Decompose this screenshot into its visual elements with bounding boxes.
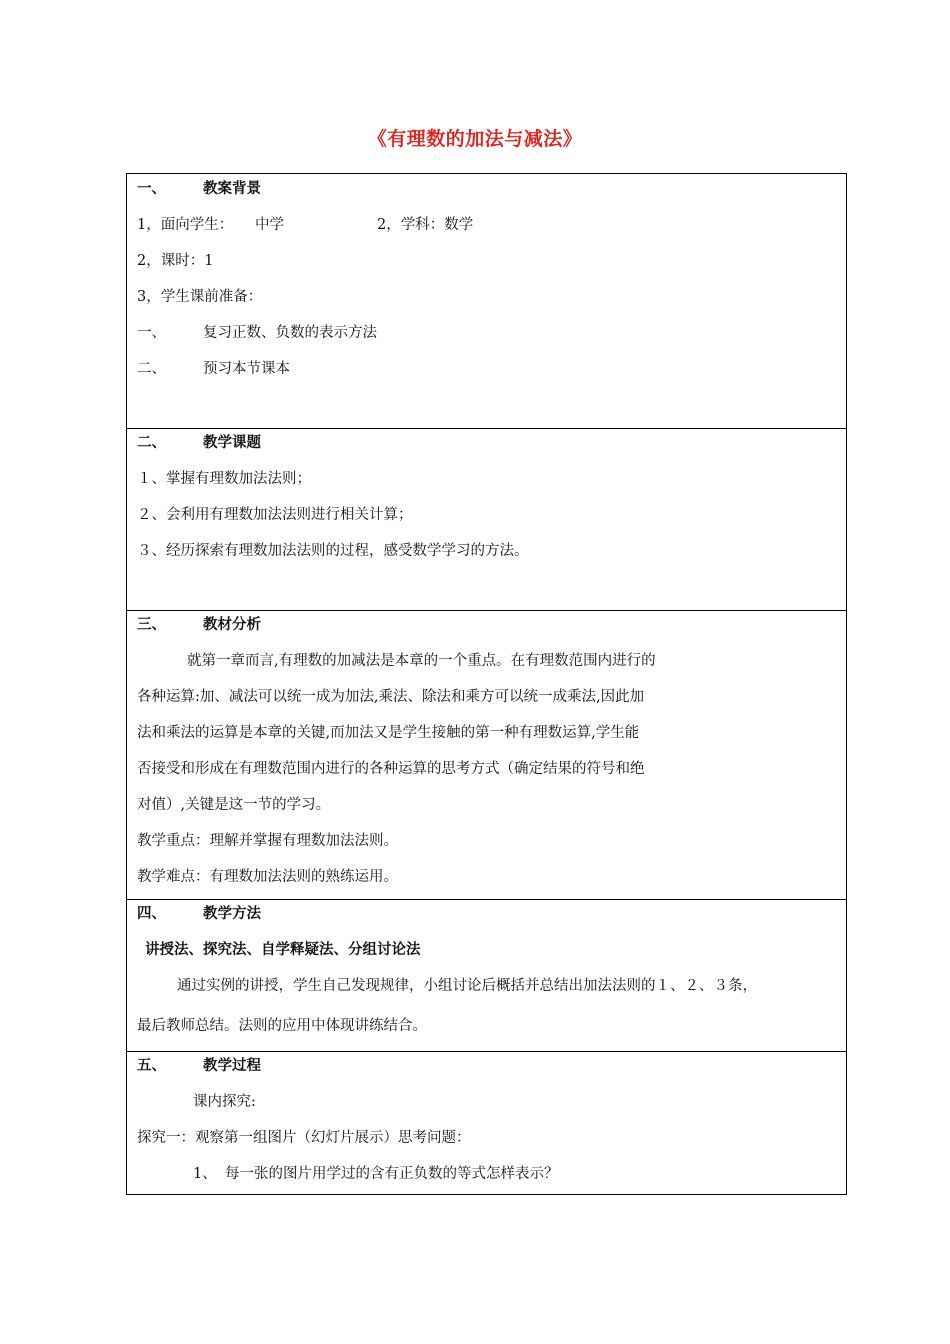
question-text: 每一张的图片用学过的含有正负数的等式怎样表示？ xyxy=(225,1166,559,1182)
question-number: 1、 xyxy=(193,1166,217,1182)
target-students-value: 中学 xyxy=(255,217,284,233)
section-number: 一、 xyxy=(137,180,166,197)
lesson-plan-table xyxy=(126,173,847,1195)
analysis-paragraph-line: 对值）,关键是这一节的学习。 xyxy=(137,797,331,813)
analysis-paragraph-line: 法和乘法的运算是本章的关键,而加法又是学生接触的第一种有理数运算,学生能 xyxy=(137,725,640,741)
hours-line: 2，课时：1 xyxy=(137,253,214,269)
section-teaching-method xyxy=(127,900,846,1052)
section-heading xyxy=(137,1056,261,1076)
section-heading xyxy=(137,904,261,924)
section-title: 教材分析 xyxy=(203,616,261,633)
prep-line: 3，学生课前准备： xyxy=(137,289,263,305)
analysis-paragraph-line: 否接受和形成在有理数范围内进行的各种运算的思考方式（确定结果的符号和绝 xyxy=(137,761,645,777)
section-material-analysis xyxy=(127,611,846,900)
analysis-paragraph-line: 各种运算:加、减法可以统一成为加法,乘法、除法和乘方可以统一成乘法,因此加 xyxy=(137,689,645,705)
section-topic xyxy=(127,429,846,611)
subject-line: 2，学科：数学 xyxy=(377,217,474,233)
section-heading xyxy=(137,433,261,453)
section-title: 教案背景 xyxy=(203,180,261,197)
section-number: 二、 xyxy=(137,434,166,451)
prep-item xyxy=(137,323,377,343)
section-title: 教学方法 xyxy=(203,905,261,922)
topic-item: ２、会利用有理数加法法则进行相关计算； xyxy=(137,507,413,523)
method-paragraph-line: 通过实例的讲授，学生自己发现规律，小组讨论后概括并总结出加法法则的１、２、３条， xyxy=(177,978,757,994)
section-title: 教学课题 xyxy=(203,434,261,451)
process-intro: 课内探究: xyxy=(193,1094,256,1110)
prep-item-number: 一、 xyxy=(137,325,166,341)
section-title: 教学过程 xyxy=(203,1057,261,1074)
section-teaching-process xyxy=(127,1052,846,1194)
prep-item xyxy=(137,359,290,379)
section-number: 三、 xyxy=(137,616,166,633)
analysis-paragraph-line: 就第一章而言,有理数的加减法是本章的一个重点。在有理数范围内进行的 xyxy=(187,653,656,669)
section-heading xyxy=(137,179,261,199)
explore-line: 探究一：观察第一组图片（幻灯片展示）思考问题： xyxy=(137,1130,471,1146)
method-paragraph-line: 最后教师总结。法则的应用中体现讲练结合。 xyxy=(137,1018,427,1034)
topic-item: １、掌握有理数加法法则； xyxy=(137,471,311,487)
section-number: 五、 xyxy=(137,1057,166,1074)
prep-item-number: 二、 xyxy=(137,361,166,377)
key-point: 教学重点：理解并掌握有理数加法法则。 xyxy=(137,833,398,849)
topic-item: ３、经历探索有理数加法法则的过程，感受数学学习的方法。 xyxy=(137,543,529,559)
target-students-label: 1，面向学生： xyxy=(137,217,234,233)
prep-item-text: 预习本节课本 xyxy=(203,361,290,377)
method-list: 讲授法、探究法、自学释疑法、分组讨论法 xyxy=(145,941,421,958)
prep-item-text: 复习正数、负数的表示方法 xyxy=(203,325,377,341)
document-title: 《有理数的加法与减法》 xyxy=(367,128,583,150)
question-line xyxy=(193,1164,559,1184)
difficulty-point: 教学难点：有理数加法法则的熟练运用。 xyxy=(137,869,398,885)
section-heading xyxy=(137,615,261,635)
section-background xyxy=(127,174,846,429)
section-number: 四、 xyxy=(137,905,166,922)
